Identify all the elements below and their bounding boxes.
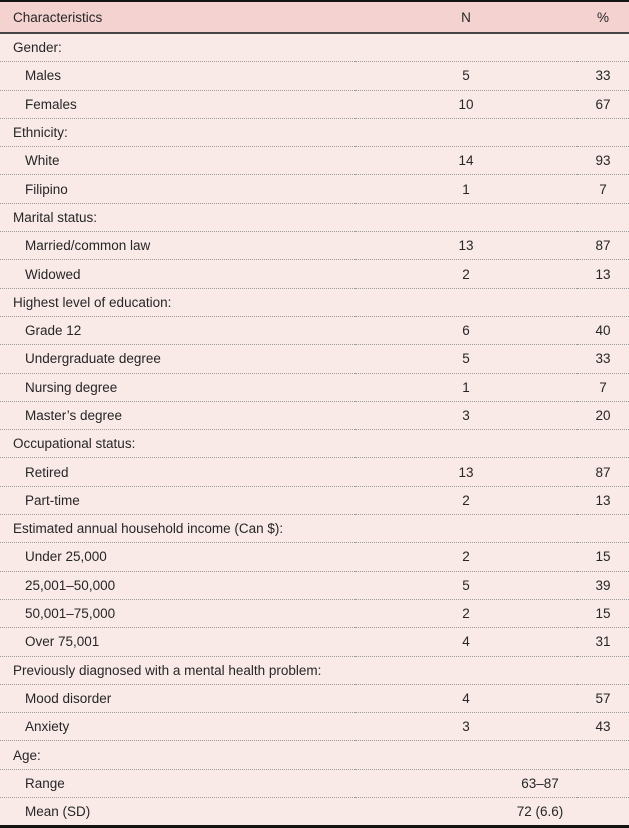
table-row	[0, 628, 629, 656]
section-label: Age:	[0, 741, 629, 769]
row-percent-value: 15	[577, 543, 629, 571]
row-n-value: 3	[355, 401, 577, 429]
row-label: 25,001–50,000	[0, 571, 355, 599]
table-header	[0, 1, 629, 33]
row-percent-value: 7	[577, 373, 629, 401]
header-characteristics: Characteristics	[0, 1, 355, 33]
row-label: Filipino	[0, 175, 355, 203]
row-percent-value: 43	[577, 713, 629, 741]
row-label: Married/common law	[0, 232, 355, 260]
row-n-value: 2	[355, 543, 577, 571]
row-n-value: 10	[355, 90, 577, 118]
section-row	[0, 430, 629, 458]
row-n-value: 13	[355, 458, 577, 486]
table-row	[0, 345, 629, 373]
row-percent-value: 40	[577, 316, 629, 344]
row-n-value: 6	[355, 316, 577, 344]
table-row	[0, 713, 629, 741]
table-row	[0, 316, 629, 344]
section-label: Estimated annual household income (Can $):	[0, 515, 629, 543]
row-label: Males	[0, 62, 355, 90]
row-n-value: 5	[355, 345, 577, 373]
row-n-value: 2	[355, 260, 577, 288]
row-span-value: 63–87	[355, 769, 629, 797]
section-label: Marital status:	[0, 203, 629, 231]
row-percent-value: 20	[577, 401, 629, 429]
table-row	[0, 147, 629, 175]
section-row	[0, 288, 629, 316]
row-n-value: 2	[355, 599, 577, 627]
table-row	[0, 401, 629, 429]
row-span-value: 72 (6.6)	[355, 798, 629, 827]
section-row	[0, 203, 629, 231]
row-label: Mood disorder	[0, 684, 355, 712]
table-body	[0, 33, 629, 827]
table-row	[0, 90, 629, 118]
row-label: Females	[0, 90, 355, 118]
row-n-value: 2	[355, 486, 577, 514]
section-label: Previously diagnosed with a mental health problem:	[0, 656, 629, 684]
table-row	[0, 373, 629, 401]
table-row	[0, 599, 629, 627]
table-row	[0, 798, 629, 827]
row-label: Mean (SD)	[0, 798, 355, 827]
row-label: Retired	[0, 458, 355, 486]
row-percent-value: 57	[577, 684, 629, 712]
section-row	[0, 33, 629, 62]
row-label: Master’s degree	[0, 401, 355, 429]
table-row	[0, 260, 629, 288]
table-row	[0, 62, 629, 90]
row-percent-value: 33	[577, 345, 629, 373]
row-label: Range	[0, 769, 355, 797]
section-row	[0, 118, 629, 146]
row-n-value: 3	[355, 713, 577, 741]
row-percent-value: 87	[577, 458, 629, 486]
row-label: Under 25,000	[0, 543, 355, 571]
row-label: Part-time	[0, 486, 355, 514]
row-label: 50,001–75,000	[0, 599, 355, 627]
header-n: N	[355, 1, 577, 33]
row-n-value: 4	[355, 628, 577, 656]
table-row	[0, 232, 629, 260]
row-label: Undergraduate degree	[0, 345, 355, 373]
section-row	[0, 656, 629, 684]
row-n-value: 5	[355, 571, 577, 599]
row-n-value: 14	[355, 147, 577, 175]
table-row	[0, 769, 629, 797]
row-label: Grade 12	[0, 316, 355, 344]
section-row	[0, 741, 629, 769]
row-n-value: 13	[355, 232, 577, 260]
section-label: Gender:	[0, 33, 629, 62]
row-label: White	[0, 147, 355, 175]
row-n-value: 1	[355, 373, 577, 401]
section-label: Occupational status:	[0, 430, 629, 458]
table-row	[0, 486, 629, 514]
table-row	[0, 458, 629, 486]
table-row	[0, 684, 629, 712]
table-row	[0, 571, 629, 599]
row-n-value: 4	[355, 684, 577, 712]
section-row	[0, 515, 629, 543]
row-percent-value: 13	[577, 260, 629, 288]
row-label: Nursing degree	[0, 373, 355, 401]
row-percent-value: 13	[577, 486, 629, 514]
header-percent: %	[577, 1, 629, 33]
table-row	[0, 175, 629, 203]
row-label: Widowed	[0, 260, 355, 288]
row-label: Anxiety	[0, 713, 355, 741]
table-row	[0, 543, 629, 571]
row-n-value: 1	[355, 175, 577, 203]
row-n-value: 5	[355, 62, 577, 90]
row-percent-value: 15	[577, 599, 629, 627]
row-label: Over 75,001	[0, 628, 355, 656]
header-row	[0, 1, 629, 33]
row-percent-value: 33	[577, 62, 629, 90]
row-percent-value: 39	[577, 571, 629, 599]
row-percent-value: 31	[577, 628, 629, 656]
row-percent-value: 93	[577, 147, 629, 175]
row-percent-value: 7	[577, 175, 629, 203]
section-label: Ethnicity:	[0, 118, 629, 146]
section-label: Highest level of education:	[0, 288, 629, 316]
row-percent-value: 87	[577, 232, 629, 260]
row-percent-value: 67	[577, 90, 629, 118]
